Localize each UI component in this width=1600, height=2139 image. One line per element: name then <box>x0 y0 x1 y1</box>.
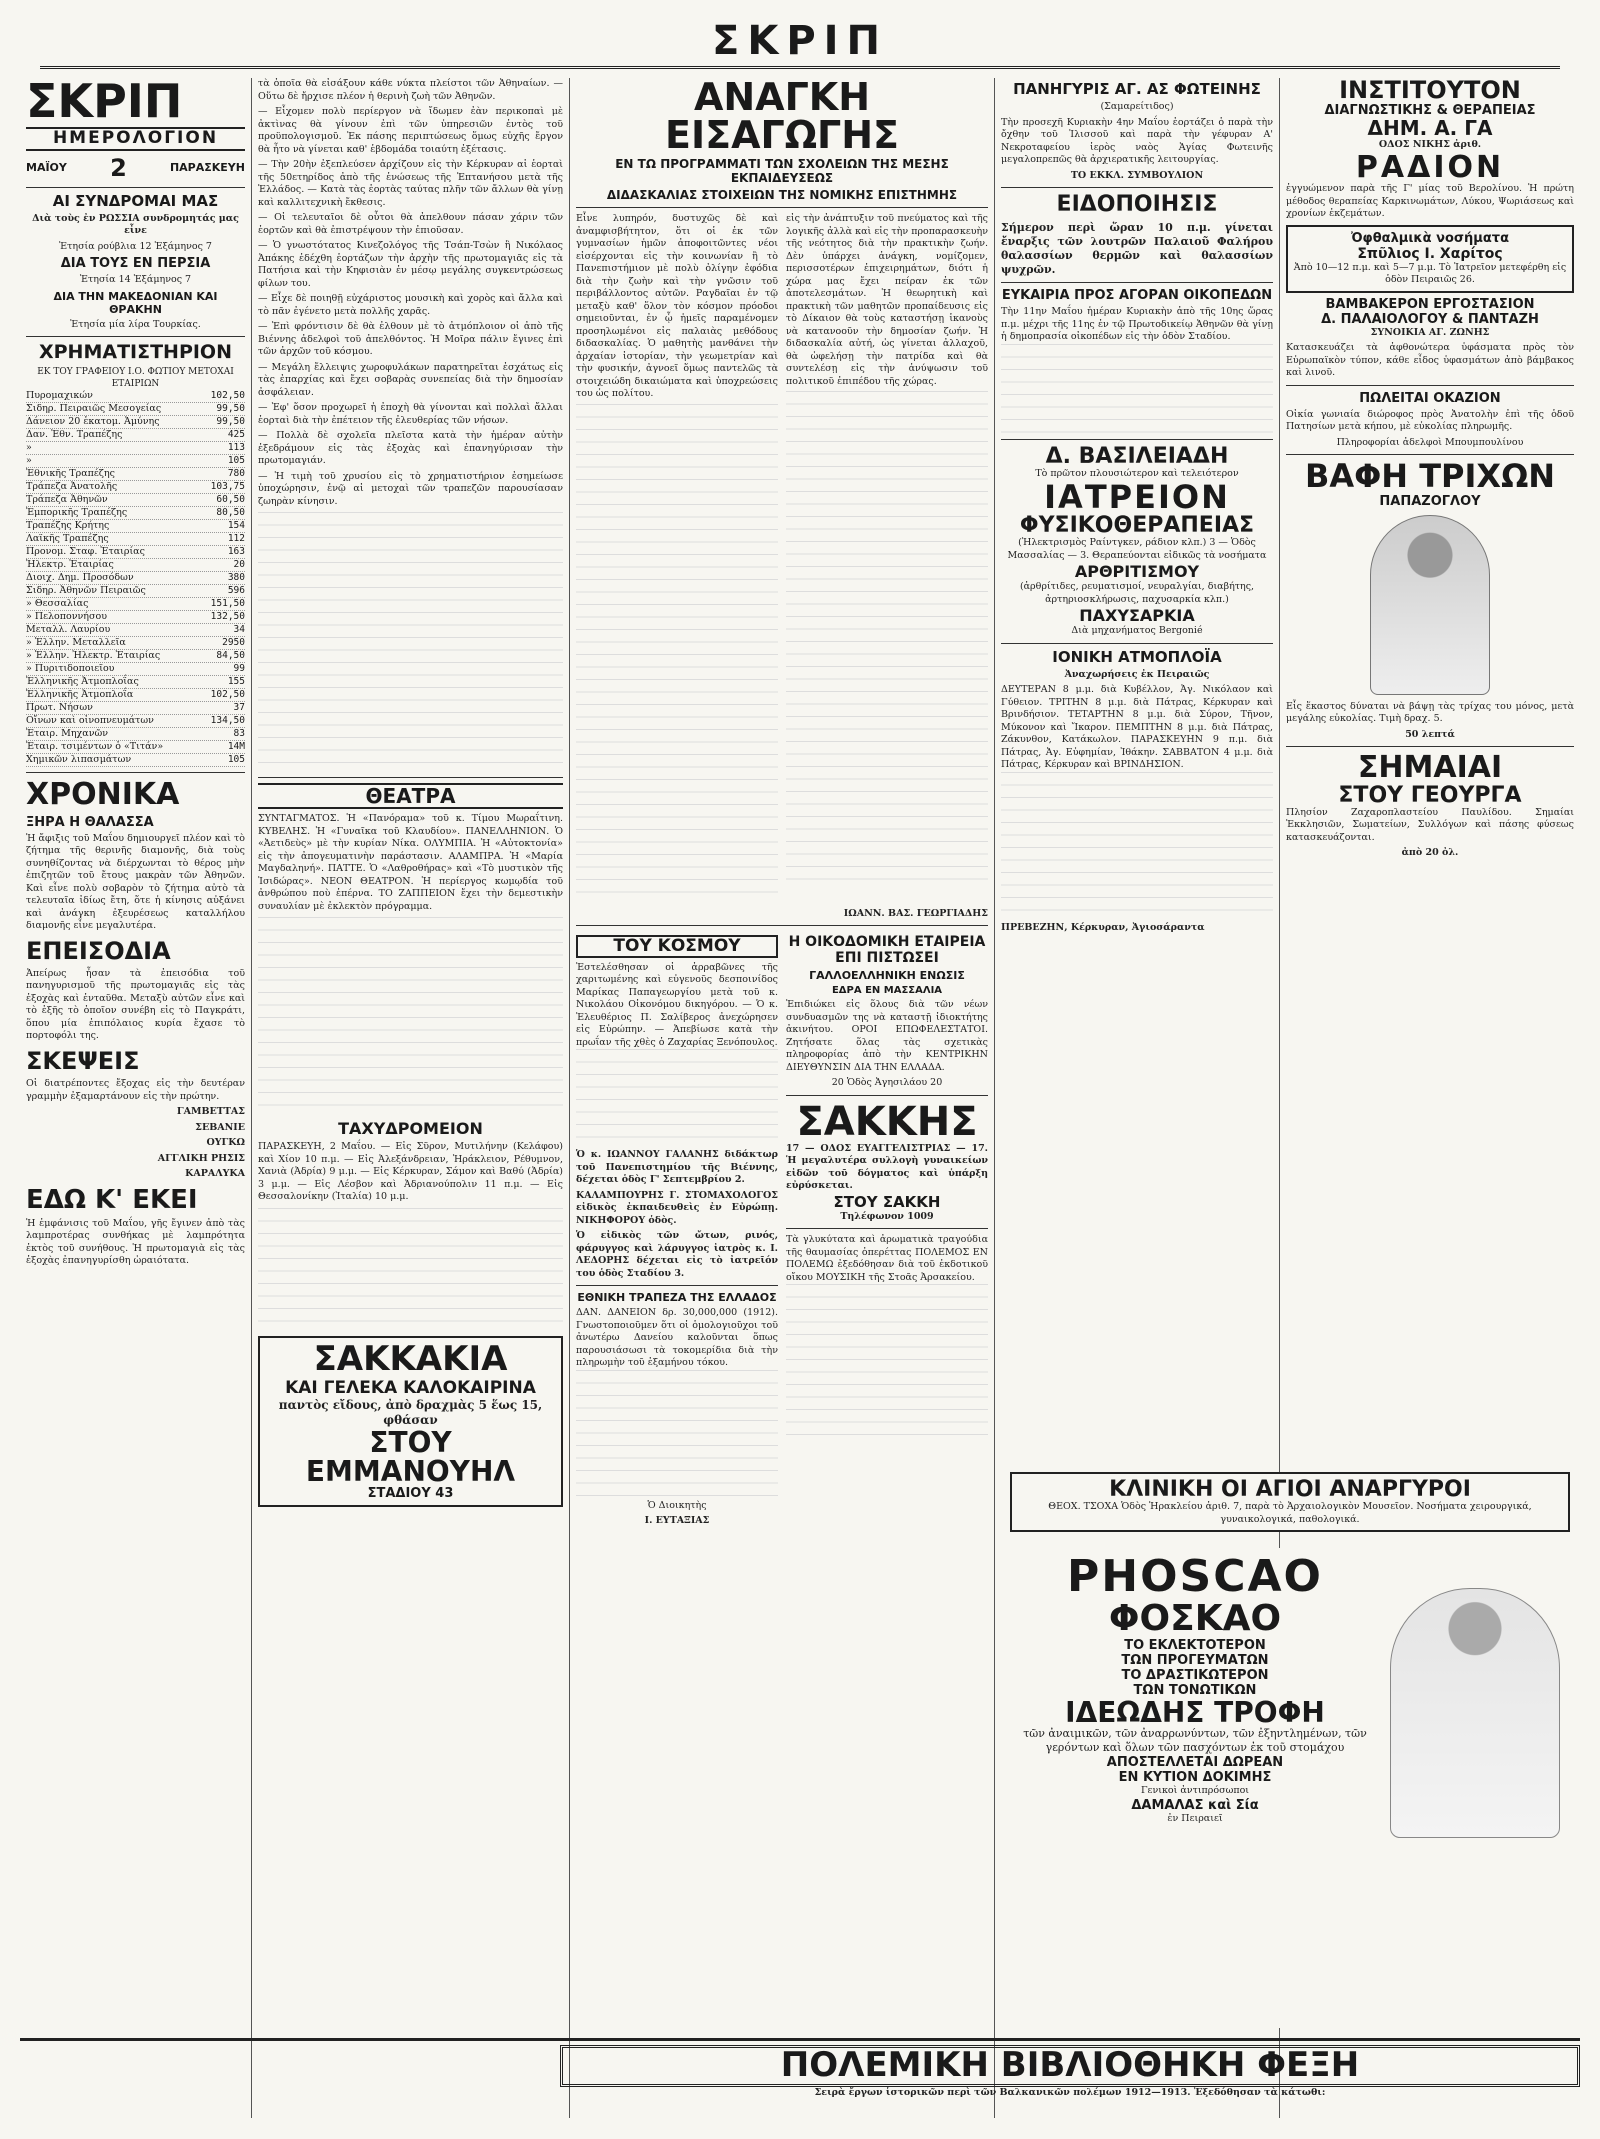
eukairia-title: ΕΥΚΑΙΡΙΑ ΠΡΟΣ ΑΓΟΡΑΝ ΟΙΚΟΠΕΔΩΝ <box>1001 288 1273 304</box>
text-filler <box>1001 344 1273 434</box>
ionic-sub: Ἀναχωρήσεις ἐκ Πειραιῶς <box>1064 668 1210 680</box>
exchange-row-value: 134,50 <box>210 715 245 727</box>
maid-with-tray-illustration <box>1390 1588 1560 1838</box>
text-filler <box>1001 772 1273 922</box>
text-filler <box>258 1208 563 1328</box>
ionic-prevezi: ΠΡΕΒΕΖΗΝ, Κέρκυραν, Ἀγιοσάραντα <box>1001 921 1205 933</box>
newspaper-page <box>20 78 1580 2118</box>
workshop-addr: ΣΥΝΟΙΚΙΑ ΑΓ. ΖΩΝΗΣ <box>1370 326 1490 338</box>
exchange-row-value: 132,50 <box>210 611 245 623</box>
oikodomiki-text: Ἐπιδιώκει εἰς ὅλους διὰ τῶν νέων συνδυασμῶν της νὰ καταστῇ ἰδιοκτήτης ἀκινήτου. ΟΡΟΙ ΕΠΩΦΕΛΕΣΤΑΤΟΙ. Ζητήσατε ὅλας τὰς σχετικὰς πληροφορίας ἀπὸ τὴν ΚΕΝΤΡΙΚΗΝ ΔΙΕΥΘΥΝΣΙΝ ΔΙΑ ΤΗΝ ΕΛΛΑΔΑ. <box>786 999 988 1073</box>
dye-title: ΒΑΦΗ ΤΡΙΧΩΝ <box>1304 457 1556 496</box>
exchange-row-name: » Θεσσαλίας <box>26 598 89 610</box>
masthead-rule <box>40 66 1560 69</box>
bank-sign: Ι. ΕΥΤΑΞΙΑΣ <box>644 1515 710 1527</box>
exchange-row-value: 83 <box>233 728 245 740</box>
theatra-text: ΣΥΝΤΑΓΜΑΤΟΣ. Ἡ «Πανόραμα» τοῦ κ. Τίμου Μωραΐτινη. ΚΥΒΕΛΗΣ. Ἡ «Γυναῖκα τοῦ Κλαυδίου». ΠΑΝΕΛΛΗΝΙΟΝ. Ὁ «Ἀετιδεὺς» μὲ τὴν κυρίαν Νίκα. ΟΛΥΜΠΙΑ. Ἡ «Αὐτοκτονία» εἰς τὴν ἀπογευματινὴν παράστασιν. ΑΛΑΜΠΡΑ. Ἡ «Μαρία Μαγδαληνή». ΠΑΤΤΕ. Ὁ «Λαθροθήρας» καὶ «Τὸ μυστικὸν τῆς Ἰσιδώρας». ΝΕΟΝ ΘΕΑΤΡΟΝ. Ἡ περίεργος κωμῳδία τοῦ ἀνθρώπου ποὺ ἐπέρνα. ΤΟ ΖΑΠΠΕΙΟΝ ἔχει τὴν δεμεστικὴν συναυλίαν μὲ ἐκλεκτὸν πρόγραμμα. <box>258 813 563 912</box>
ionic-title: ΙΟΝΙΚΗ ΑΤΜΟΠΛΟΪΑ <box>1052 647 1222 666</box>
lower-right <box>786 931 988 1528</box>
skepseis-author: ΓΑΜΒΕΤΤΑΣ <box>176 1106 245 1118</box>
news-paragraph: — Εἶχε δὲ ποιηθῇ εὐχάριστος μουσικὴ καὶ χορὸς καὶ ἄλλα καὶ τὸ πᾶν ἐγένετο μετὰ πολλῆς χαρᾶς. <box>258 293 563 317</box>
exchange-row-value: 20 <box>233 559 245 571</box>
exchange-row-name: Ἠλεκτρ. Ἐταιρίας <box>26 559 114 571</box>
chronika-text: Ἡ ἄφιξις τοῦ Μαΐου δημιουργεῖ πλέον καὶ τὸ ζήτημα τῆς θερινῆς διαμονῆς, διὰ τοὺς συνηθίζοντας νὰ διέρχωνται τὸ θέρος μὴν ἐπιζητῶν τοῦ ἔτους μακρὰν τῶν Ἀθηνῶν. Καὶ εἶνε πολὺ σοβαρὸν τὸ ζήτημα αὐτὸ τὰ τελευταῖα ἰδίως ἔτη, ὅτε ἡ κίνησις αὐξάνει καὶ ἀνάγκη ἐξευρέσεως καταλλήλου διαμονῆς εἶνε μεγαλυτέρα. <box>26 832 245 932</box>
eye-title: Ὀφθαλμικὰ νοσήματα <box>1350 230 1510 246</box>
fysiko-title: ΦΥΣΙΚΟΘΕΡΑΠΕΙΑΣ <box>1019 513 1255 539</box>
exchange-row-value: 37 <box>233 702 245 714</box>
workshop-owner: Δ. ΠΑΛΑΙΟΛΟΓΟΥ & ΠΑΝΤΑΖΗ <box>1321 311 1539 327</box>
exchange-row-value: 99,50 <box>216 403 245 415</box>
divider <box>786 1228 988 1229</box>
exchange-row-value: 780 <box>227 468 245 480</box>
subs-title: ΑΙ ΣΥΝΔΡΟΜΑΙ ΜΑΣ <box>52 191 219 210</box>
phoscao-line: ΙΔΕΩΔΗΣ ΤΡΟΦΗ <box>1065 1695 1325 1729</box>
column-2 <box>252 78 570 2118</box>
phoscao-line: ΤΩΝ ΠΡΟΓΕΥΜΑΤΩΝ <box>1121 1652 1269 1668</box>
news-paragraph: — Τὴν 20ὴν ἐξεπλεύσεν ἀρχίζουν εἰς τὴν Κέρκυραν αἱ ἑορταὶ τῆς 50ετηρίδος ἀπὸ τῆς ἑνώσεως τῆς Ἑπτανήσου μετὰ τῆς Ἑλλάδος. — Κατὰ τὰς ἑορτὰς ταύτας πλῆν τῶν ἄλλων θὰ γίνῃ καὶ καλλιτεχνικὴ ἔκθεσις. <box>258 159 563 208</box>
exchange-row-name: Οἴνων καὶ οἰνοπνευμάτων <box>26 715 154 727</box>
phoscao-line: ΤΟ ΔΡΑΣΤΙΚΩΤΕΡΟΝ <box>1121 1667 1269 1683</box>
eidopoiisis-text: Σήμερον περὶ ὥραν 10 π.μ. γίνεται ἔναρξις τῶν λουτρῶν Παλαιοῦ Φαλήρου θαλασσίων θερμῶν καὶ θαλασσίων ψυχρῶν. <box>1001 221 1273 277</box>
exchange-row <box>26 637 245 650</box>
exchange-row-value: 84,50 <box>216 650 245 662</box>
arthritismos-title: ΑΡΘΡΙΤΙΣΜΟΥ <box>1074 562 1200 582</box>
divider <box>786 1095 988 1096</box>
exchange-row-value: 103,75 <box>210 481 245 493</box>
panigyris-sub: (Σαμαρείτιδος) <box>1100 101 1174 113</box>
divider <box>576 925 988 926</box>
exchange-row-name: Ἑλληνικῆς Ἀτμοπλοΐα <box>26 689 134 701</box>
subs-russia-price: Ἐτησία ρούβλια 12 Ἑξάμηνος 7 <box>59 240 212 252</box>
eukairia-text: Τὴν 11ην Μαΐου ἡμέραν Κυριακὴν ἀπὸ τῆς 10ης ὥρας π.μ. μέχρι τῆς 11ης ἐν τῷ Πρωτοδικείῳ Ἀθηνῶν θὰ γίνῃ ἡ δημοπρασία οἰκοπέδων εἰς τὴν ὁδὸν Σταδίου. <box>1001 306 1273 343</box>
clinic-text: ΘΕΟΧ. ΤΣΟΧΑ Ὁδὸς Ἡρακλείου ἀριθ. 7, παρὰ τὸ Ἀρχαιολογικὸν Μουσεῖον. Νοσήματα χειρουργικά, γυναικολογικά, παθολογικά. <box>1048 1501 1532 1525</box>
exchange-row <box>26 702 245 715</box>
news-paragraph: — Ἐπὶ φρόντισιν δὲ θὰ ἐλθουν μὲ τὸ ἀτμόπλοιον οἱ ἀπὸ τῆς Βιέννης ἀδελφοὶ τοῦ ἀπελθόντος. Ἡ Μοῖρα πάλιν ἔγινες ἐπὶ τῶν ἀρχῶν τοῦ κόσμου. <box>258 321 563 357</box>
exchange-row-name: Ἐθνικῆς Τραπέζης <box>26 468 115 480</box>
episodia-text: Ἀπείρως ἦσαν τὰ ἐπεισόδια τοῦ πανηγυρισμοῦ τῆς πρωτομαγιᾶς εἰς τὰς ἐξοχὰς καὶ ἐνταῦθα. Μεταξὺ αὐτῶν εἶνε καὶ τὸ ἑξῆς τὸ ὁποῖον συνέβη εἰς τὸ Παγκράτι, ὅπου μία ἐπιπόλαιος κυρία ἔχασε τὸ πορτοφόλι της. <box>26 967 245 1042</box>
main-headline: ΑΝΑΓΚΗ ΕΙΣΑΓΩΓΗΣ <box>665 78 899 157</box>
skepseis-author: ΟΥΓΚΩ <box>206 1137 245 1149</box>
exchange-row-value: 154 <box>227 520 245 532</box>
exchange-row-value: 2950 <box>222 637 245 649</box>
main-subhead: ΕΝ ΤΩ ΠΡΟΓΡΑΜΜΑΤΙ ΤΩΝ ΣΧΟΛΕΙΩΝ ΤΗΣ ΜΕΣΗΣ ΕΚΠΑΙΔΕΥΣΕΩΣ <box>615 157 949 185</box>
exchange-row-name: » Πελοποννήσου <box>26 611 107 623</box>
exchange-row-name: » Ἑλλην. Ἠλεκτρ. Ἐταιρίας <box>26 650 161 662</box>
exchange-row-value: 60,50 <box>216 494 245 506</box>
flags-price: ἀπὸ 20 ὀλ. <box>1401 847 1459 859</box>
text-filler <box>576 404 778 904</box>
phoscao-brand-gr: ΦΟΣΚΑΟ <box>1108 1598 1282 1640</box>
sakkis-title: ΣΑΚΚΗΣ <box>796 1098 978 1145</box>
flags-text: Πλησίον Ζαχαροπλαστείου Παυλίδου. Σημαίαι Ἐκκλησιῶν, Σωματείων, Συλλόγων καὶ πάσης φύσεως κατασκευάζονται. <box>1286 806 1574 843</box>
column-3 <box>570 78 995 2118</box>
post-title: ΤΑΧΥΔΡΟΜΕΙΟΝ <box>338 1119 483 1138</box>
institute-title: ΙΝΣΤΙΤΟΥΤΟΝ <box>1339 78 1521 104</box>
article-text: εἰς τὴν ἀνάπτυξιν τοῦ πνεύματος καὶ τῆς λογικῆς ἀλλὰ καὶ εἰς τὴν προπαρασκευὴν τῆς νεότητος διὰ τὴν πρακτικὴν ζωήν. Δὲν ὑπάρχει ἀνάγκη, νομίζομεν, περισσοτέρων ἐπιχειρημάτων, διότι ἡ χώρα μας ἔχει πείραν ἐκ τῶν ἀποτελεσμάτων. Ἡ θεωρητικὴ καὶ πρακτικὴ τῶν μαθητῶν προπαίδευσις εἰς τὸ Δίκαιον θὰ τοὺς καταστήσῃ ἱκανοὺς νὰ κατανοοῦν τὴν δημοσίαν ζωήν. Ἡ διδασκαλία αὐτή, ὡς γίνεται ἀλλαχοῦ, θὰ ὠφελήσῃ τὴν πατρίδα καὶ θὰ συντελέσῃ εἰς τὴν ἀνύψωσιν τοῦ πολιτικοῦ ἐπιπέδου τῆς χώρας. <box>786 213 988 387</box>
radio-text: ἐγγυώμενον παρὰ τῆς Γ' μίας τοῦ Βερολίνου. Ἡ πρώτη μέθοδος θεραπείας Καρκινωμάτων, Λύκου, Ψωριάσεως καὶ χρονίων ἐκζεμάτων. <box>1286 183 1574 220</box>
date-weekday: ΠΑΡΑΣΚΕΥΗ <box>169 161 245 175</box>
skepseis-author: ΣΕΒΑΝΙΕ <box>195 1121 245 1133</box>
exchange-row <box>26 429 245 442</box>
exchange-row <box>26 507 245 520</box>
main-subhead: ΔΙΔΑΣΚΑΛΙΑΣ ΣΤΟΙΧΕΙΩΝ ΤΗΣ ΝΟΜΙΚΗΣ ΕΠΙΣΤΗΜΗΣ <box>606 188 958 202</box>
exchange-row-value: 380 <box>227 572 245 584</box>
exchange-title: ΧΡΗΜΑΤΙΣΤΗΡΙΟΝ <box>38 341 232 364</box>
exchange-row <box>26 715 245 728</box>
exchange-row <box>26 468 245 481</box>
lower-section <box>576 931 988 1528</box>
edo-title: ΕΔΩ Κ' ΕΚΕΙ <box>26 1184 198 1215</box>
exchange-row <box>26 455 245 468</box>
exchange-row <box>26 416 245 429</box>
divider <box>26 336 245 337</box>
exchange-row-name: Ἐταιρ. τσιμέντων ὁ «Τιτάν» <box>26 741 164 753</box>
news-paragraph: — Ὁ γνωστότατος Κινεζολόγος τῆς Τσάπ-Τσὼν ἢ Νικόλαος Ἀπάκης ἐδέχθη ἑορτάζων τὴν ἀρχὴν τῆς πρωτομαγιᾶς εἰς τὰ Πατήσια καὶ τὴν Κηφισιὰν ἐν μέσῳ μεγάλης συγκεντρώσεως φίλων του. <box>258 240 563 289</box>
oikodomiki-title: Η ΟΙΚΟΔΟΜΙΚΗ ΕΤΑΙΡΕΙΑ ΕΠΙ ΠΙΣΤΩΣΕΙ <box>788 934 986 967</box>
doctor-ad: Ὁ κ. ΙΩΑΝΝΟΥ ΓΑΛΑΝΗΣ διδάκτωρ τοῦ Πανεπιστημίου τῆς Βιέννης, δέχεται ὁδὸς Γ' Σεπτεμβρίου 2. <box>576 1149 778 1186</box>
vasileiadis-sub: Τὸ πρῶτον πλουσιώτερον καὶ τελειότερον <box>1035 468 1239 480</box>
text-filler <box>576 1370 778 1500</box>
exchange-row-value: 113 <box>227 442 245 454</box>
exchange-row-name: Τράπεζα Ἀνατολῆς <box>26 481 118 493</box>
phoscao-brand: PHOSCAO <box>1067 1551 1323 1602</box>
exchange-row-name: Σιδηρ. Ἀθηνῶν Πειραιῶς <box>26 585 146 597</box>
exchange-row <box>26 585 245 598</box>
exchange-row <box>26 624 245 637</box>
sale-title: ΠΩΛΕΙΤΑΙ ΟΚΑΖΙΟΝ <box>1359 390 1501 406</box>
text-filler <box>258 512 563 772</box>
subs-macedonia: ΔΙΑ ΤΗΝ ΜΑΚΕΔΟΝΙΑΝ ΚΑΙ ΘΡΑΚΗΝ <box>53 289 218 316</box>
text-filler <box>576 1049 778 1149</box>
episodia-title: ΕΠΕΙΣΟΔΙΑ <box>26 936 171 965</box>
exchange-row-value: 151,50 <box>210 598 245 610</box>
masthead <box>0 0 1600 78</box>
sakkakia-addr: ΣΤΑΔΙΟΥ 43 <box>367 1486 454 1502</box>
exchange-row-name: Πυρομαχικών <box>26 390 93 402</box>
exchange-row <box>26 676 245 689</box>
exchange-row-value: 112 <box>227 533 245 545</box>
exchange-row <box>26 403 245 416</box>
phoscao-line: ΤΟ ΕΚΛΕΚΤΟΤΕΡΟΝ <box>1124 1637 1266 1653</box>
exchange-row <box>26 442 245 455</box>
exchange-row-name: Ἐλληνικῆς Ἀτμοπλοΐας <box>26 676 139 688</box>
exchange-row-name: Σιδηρ. Πειραιῶς Μεσογείας <box>26 403 162 415</box>
exchange-row-name: Χημικῶν λιπασμάτων <box>26 754 132 766</box>
news-paragraph: — Ἐφ' ὅσον προχωρεῖ ἡ ἐποχὴ θὰ γίνονται καὶ πολλαὶ ἄλλαι ἑορταὶ διὰ τὴν ἐπέτειον τῆς ἐλευθερίας τῶν νήσων. <box>258 402 563 426</box>
article-column-right <box>786 213 988 904</box>
arthritismos-text: (ἀρθρίτιδες, ρευματισμοί, νευραλγίαι, διαβήτης, ἀρτηριοσκλήρωσις, παχυσαρκία κλπ.) <box>1019 581 1255 605</box>
date-day: 2 <box>110 153 127 182</box>
exchange-row-value: 99,50 <box>216 416 245 428</box>
text-filler <box>258 917 563 1117</box>
lower-left <box>576 931 778 1528</box>
skepseis-title: ΣΚΕΨΕΙΣ <box>26 1046 140 1075</box>
institute-owner: ΔΗΜ. Α. ΓΑ <box>1367 116 1493 141</box>
vasileiadis-title: Δ. ΒΑΣΙΛΕΙΑΔΗ <box>1045 443 1229 469</box>
sakkis-text: 17 — ΟΔΟΣ ΕΥΑΓΓΕΛΙΣΤΡΙΑΣ — 17. Ἡ μεγαλυτέρα συλλογὴ γυναικείων εἰδῶν τοῦ δόγματος καὶ ὑπάρξη εὐρύσκεται. <box>786 1142 988 1192</box>
subs-macedonia-price: Ἐτησία μία λίρα Τουρκίας. <box>70 318 201 330</box>
eye-name: Σπῦλιος Ι. Χαρίτος <box>1357 245 1503 262</box>
exchange-row-name: » <box>26 455 32 467</box>
exchange-row-value: 105 <box>227 455 245 467</box>
skepseis-author: ΑΓΓΛΙΚΗ ΡΗΣΙΣ <box>157 1152 245 1164</box>
divider <box>576 1285 778 1286</box>
news-paragraph: τὰ ὁποῖα θὰ εἰσάξουν κάθε νύκτα πλείστοι τῶν Ἀθηναίων. — Οὕτω δὲ ἤρχισε πλέον ἡ θερινὴ ζωὴ τῶν Ἀθηνῶν. <box>258 78 563 102</box>
exchange-row <box>26 559 245 572</box>
bank-sign: Ὁ Διοικητὴς <box>647 1499 707 1511</box>
sakkakia-ad <box>258 1336 563 1507</box>
oikodomiki-sub: ΓΑΛΛΟΕΛΛΗΝΙΚΗ ΕΝΩΣΙΣ <box>809 969 965 983</box>
exchange-row-name: Ἐταιρ. Μηχανῶν <box>26 728 109 740</box>
dye-text: Εἶς ἕκαστος δύναται νὰ βάψῃ τὰς τρίχας του μόνος, μετὰ μεγάλης εὐκολίας. Τιμὴ δραχ. 5. <box>1286 700 1574 725</box>
library-sub: Σειρὰ ἔργων ἱστορικῶν περὶ τῶν Βαλκανικῶν πολέμων 1912—1913. Ἐξεδόθησαν τὰ κάτωθι: <box>814 2086 1326 2098</box>
dye-sub: ΠΑΠΑΖΟΓΛΟΥ <box>1379 493 1481 509</box>
exchange-row-value: 425 <box>227 429 245 441</box>
exchange-row-name: Προνομ. Σταφ. Ἐταιρίας <box>26 546 145 558</box>
pachysarkia-title: ΠΑΧΥΣΑΡΚΙΑ <box>1079 606 1195 626</box>
clinic-banner <box>1010 1472 1570 1532</box>
text-filler <box>786 1284 988 1444</box>
exchange-row-value: 155 <box>227 676 245 688</box>
pachysarkia-text: Διὰ μηχανήματος Bergonié <box>1071 625 1203 637</box>
skepseis-text: Οἱ διατρέποντες ἔξοχας εἰς τὴν δευτέραν γραμμὴν ἐξαμαρτάνουν εἰς τὴν πρώτην. <box>26 1078 245 1102</box>
divider <box>258 777 563 778</box>
exchange-row-value: 163 <box>227 546 245 558</box>
column-1 <box>20 78 252 2118</box>
subs-persia: ΔΙΑ ΤΟΥΣ ΕΝ ΠΕΡΣΙΑ <box>60 256 211 272</box>
divider <box>1286 385 1574 386</box>
exchange-row <box>26 390 245 403</box>
exchange-row-name: Τράπεζα Ἀθηνῶν <box>26 494 108 506</box>
news-paragraph: — Μεγάλη ἔλλειψις χωροφυλάκων παρατηρεῖται ἐσχάτως εἰς τὰς ἐπαρχίας καὶ ἔχει σοβαρὰς συνεπείας διὰ τὴν δημοσίαν ἀσφάλειαν. <box>258 361 563 398</box>
exchange-row-name: » Ἑλλην. Μεταλλεῖα <box>26 637 126 649</box>
exchange-row-name: Τραπέζης Κρήτης <box>26 520 110 532</box>
sakkis-store: ΣΤΟΥ ΣΑΚΚΗ <box>833 1192 941 1211</box>
panigyris-sign: ΤΟ ΕΚΚΛ. ΣΥΜΒΟΥΛΙΟΝ <box>1070 169 1204 181</box>
ionic-text: ΔΕΥΤΕΡΑΝ 8 μ.μ. διὰ Κυβέλλον, Ἀγ. Νικόλαον καὶ Γύθειον. ΤΡΙΤΗΝ 8 μ.μ. διὰ Πάτρας, Κέρκυραν καὶ Βρινδήσιον. ΤΕΤΑΡΤΗΝ 8 μ.μ. διὰ Σύρον, Τῆνον, Μύκονον καὶ Ἴκαρον. ΠΕΜΠΤΗΝ 8 μ.μ. διὰ Πάτρας, Ζάκυνθον, Κατάκωλον. ΠΑΡΑΣΚΕΥΗΝ 9 π.μ. διὰ Πάτρας, Ἀγ. Εὐφημίαν, Ἰθάκην. ΣΑΒΒΑΤΟΝ 4 μ.μ. διὰ Πάτρας, Κέρκυραν καὶ ΒΡΙΝΔΗΣΙΟΝ. <box>1001 684 1273 771</box>
iatreion-title: ΙΑΤΡΕΙΟΝ <box>1044 477 1230 516</box>
exchange-row-name: Δαν. Ἐθν. Τραπέζης <box>26 429 123 441</box>
exchange-row <box>26 546 245 559</box>
theatra-title: ΘΕΑΤΡΑ <box>258 783 563 809</box>
panigyris-title: ΠΑΝΗΓΥΡΙΣ ΑΓ. ΑΣ ΦΩΤΕΙΝΗΣ <box>1013 80 1261 98</box>
sakkakia-sub: ΚΑΙ ΓΕΛΕΚΑ ΚΑΛΟΚΑΙΡΙΝΑ <box>285 1377 536 1398</box>
workshop-title: ΒΑΜΒΑΚΕΡΟΝ ΕΡΓΟΣΤΑΣΙΟΝ <box>1325 296 1535 312</box>
exchange-row-value: 80,50 <box>216 507 245 519</box>
exchange-row <box>26 520 245 533</box>
phoscao-line: ΤΩΝ ΤΟΝΩΤΙΚΩΝ <box>1133 1682 1257 1698</box>
man-with-fez-illustration <box>1370 515 1490 695</box>
kosmos-title: ΤΟΥ ΚΟΣΜΟΥ <box>576 935 778 958</box>
phoscao-line: ΕΝ ΚΥΤΙΟΝ ΔΟΚΙΜΗΣ <box>1118 1770 1272 1786</box>
doctor-ad: ΚΑΛΑΜΠΟΥΡΗΣ Γ. ΣΤΟΜΑΧΟΛΟΓΟΣ εἰδικὸς ἐκπαιδευθεὶς ἐν Εὐρώπῃ. ΝΙΚΗΦΟΡΟΥ ὁδὸς. <box>576 1189 778 1226</box>
article-text: Εἶνε λυπηρόν, δυστυχῶς δὲ καὶ ἀναμφισβήτητον, ὅτι οἱ ἐκ τῶν γυμνασίων ἡμῶν ἀποφοιτῶντες νέοι εἰσέρχονται εἰς τὴν κοινωνίαν ἢ τὸ Πανεπιστήμιον μὲ πολὺ ὀλίγην ἐφόδια διὰ τὴν ζωὴν καὶ τὴν γνῶσιν τοῦ περιβάλλοντος αὐτῶν. Ραγδαῖαι ἐν τῷ μεταξὺ καθ' ὅλον τὸν κόσμον πρόοδοι σημειοῦνται, ἐν ᾧ ἡμεῖς παραμένομεν προσηλωμένοι εἰς παλαιὰς μεθόδους διδασκαλίας. Ὁ μαθητὴς μανθάνει τὴν ἀρχαίαν ἱστορίαν, τὴν γεωμετρίαν καὶ τὴν φυσικήν, ἀγνοεῖ ὅμως παντελῶς τὰ στοιχειώδη δικαιώματα καὶ ὑποχρεώσεις του ὡς πολίτου. <box>576 213 778 399</box>
exchange-row-value: 14Μ <box>227 741 245 753</box>
main-article <box>576 213 988 904</box>
post-text: ΠΑΡΑΣΚΕΥΗ, 2 Μαΐου. — Εἰς Σῦρον, Μυτιλήνην (Κελάφου) καὶ Χίον 10 π.μ. — Εἰς Ἀλεξάνδρειαν, Ἡράκλειον, Ρέθυμνον, Χανιὰ (Ἀδρία) 9 μ.μ. — Εἰς Κέρκυραν, Σάμον καὶ Βαθύ (Ἀδρία) 3 μ.μ. — Εἰς Λέσβον καὶ Ἀδριανούπολιν 11 π.μ. — Εἰς Θεσσαλονίκην (Ἰταλία) 10 μ.μ. <box>258 1141 563 1203</box>
divider <box>1001 439 1273 440</box>
kosmos-text: Ἐστελέσθησαν οἱ ἀρραβῶνες τῆς χαριτωμένης καὶ εὐγενοῦς δεσποινίδος Μαρίκας Παπαγεωργίου μετὰ τοῦ κ. Νικολάου Οἰκονόμου δικηγόρου. — Ὁ κ. Ἐλευθέριος Π. Σαλίβερος ἀνεχώρησεν εἰς Εὐρώπην. — Ἀπεβίωσε κατὰ τὴν πρωΐαν τῆς χθὲς ὁ Ζαχαρίας Ξενόπουλος. <box>576 961 778 1048</box>
doctor-ad: Ὁ εἰδικὸς τῶν ὤτων, ρινός, φάρυγγος καὶ λάρυγγος ἰατρὸς κ. Ι. ΛΕΔΟΡΗΣ δέχεται εἰς τὸ ἰατρεῖόν του ὁδὸς Σταδίου 3. <box>576 1230 778 1279</box>
divider <box>1286 454 1574 455</box>
sakkis-more: Τὰ γλυκύτατα καὶ ἀρωματικὰ τραγούδια τῆς θαυμασίας ὀπερέττας ΠΟΛΕΜΟΣ ΕΝ ΠΟΛΕΜΩ ἐξεδόθησαν διὰ τοῦ ἐκδοτικοῦ οἴκου ΜΟΥΣΙΚΗ τῆς Στοᾶς Ἀρσακείου. <box>786 1234 988 1283</box>
subs-russia: Διὰ τοὺς ἐν ΡΩΣΣΙΑ συνδρομητάς μας εἶνε <box>32 212 239 237</box>
divider <box>1001 282 1273 283</box>
divider <box>576 207 988 208</box>
exchange-row-name: Μεταλλ. Λαυρίου <box>26 624 111 636</box>
phoscao-line: ΑΠΟΣΤΕΛΛΕΤΑΙ ΔΩΡΕΑΝ <box>1106 1755 1284 1771</box>
sakkakia-title: ΣΑΚΚΑΚΙΑ <box>313 1338 508 1379</box>
exchange-row <box>26 494 245 507</box>
exchange-row <box>26 650 245 663</box>
exchange-row-value: 34 <box>233 624 245 636</box>
radio-title: ΡΑΔΙΟΝ <box>1355 149 1505 185</box>
sakkakia-price: παντὸς εἴδους, ἀπὸ δραχμὰς 5 ἕως 15, φθάσαν <box>278 1397 543 1427</box>
exchange-row-name: Δάνειον 20 ἑκατομ. Ἀμύνης <box>26 416 160 428</box>
article-column-left <box>576 213 778 904</box>
phoscao-line: Γενικοὶ ἀντιπρόσωποι <box>1140 1785 1250 1797</box>
divider <box>1286 746 1574 747</box>
bank-title: ΕΘΝΙΚΗ ΤΡΑΠΕΖΑ ΤΗΣ ΕΛΛΑΔΟΣ <box>577 1291 777 1305</box>
clinic-title: ΚΛΙΝΙΚΗ ΟΙ ΑΓΙΟΙ ΑΝΑΡΓΥΡΟΙ <box>1109 1477 1471 1502</box>
exchange-row-name: Πρωτ. Νήσων <box>26 702 93 714</box>
exchange-row <box>26 598 245 611</box>
bottom-strip <box>20 2038 1580 2118</box>
skepseis-author: ΚΑΡΑΛΥΚΑ <box>185 1168 245 1180</box>
exchange-table <box>26 390 245 767</box>
news-paragraph: — Οἱ τελευταῖοι δὲ οὗτοι θὰ ἀπελθουν πάσαν χάριν τῶν ἑορτῶν καὶ θὰ ἐπιστρέψουν τὴν ἐπιοῦσαν. <box>258 212 563 236</box>
phoscao-line: ἐν Πειραιεῖ <box>1167 1812 1223 1824</box>
exchange-row-name: Λαϊκῆς Τραπέζης <box>26 533 109 545</box>
calendar-label: ΗΜΕΡΟΛΟΓΙΟΝ <box>26 127 245 151</box>
library-title: ΠΟΛΕΜΙΚΗ ΒΙΒΛΙΟΘΗΚΗ ΦΕΞΗ <box>560 2045 1580 2087</box>
edo-text: Ἡ ἐμφάνισις τοῦ Μαΐου, γῆς ἔγινεν ἀπὸ τὰς λαμπροτέρας συνθήκας μὲ λαμπρότητα ἐκτὸς τοῦ συνήθους. Ἡ πρωτομαγιὰ εἰς τὰς ἐξοχὰς ἐπανηγυρίσθη ὡραιότατα. <box>26 1217 245 1267</box>
exchange-row <box>26 689 245 702</box>
dye-price: 50 λεπτά <box>1405 728 1455 740</box>
phoscao-line: ΔΑΜΑΛΑΣ καὶ Σία <box>1131 1797 1259 1813</box>
exchange-row <box>26 728 245 741</box>
exchange-row <box>26 572 245 585</box>
exchange-row-value: 596 <box>227 585 245 597</box>
phoscao-ad <box>1010 1548 1570 2028</box>
exchange-row-name: Ἐμπορικῆς Τραπέζης <box>26 507 128 519</box>
oikodomiki-addr: 20 Ὁδὸς Ἀγησιλάου 20 <box>831 1077 943 1089</box>
exchange-row <box>26 663 245 676</box>
subs-persia-price: Ἐτησία 14 Ἑξάμηνος 7 <box>79 274 192 286</box>
eidopoiisis-title: ΕΙΔΟΠΟΙΗΣΙΣ <box>1056 192 1218 218</box>
workshop-text: Κατασκευάζει τὰ ἀφθονώτερα ὑφάσματα πρὸς τὸν Εὐρωπαϊκὸν τύπον, κάθε εἶδος ὑφασμάτων ἀπὸ βάμβακος καὶ λινοῦ. <box>1286 342 1574 379</box>
bank-text: ΔΑΝ. ΔΑΝΕΙΟΝ δρ. 30,000,000 (1912). Γνωστοποιοῦμεν ὅτι οἱ ὁμολογιοῦχοι τοῦ ἀνωτέρω Δανείου καλοῦνται ὅπως παρουσιάσωσι τὰ τοκομερίδια διὰ τὴν πληρωμὴν τοῦ ἑξαμήνου τόκου. <box>576 1307 778 1369</box>
eye-ad <box>1286 225 1574 293</box>
flags-title: ΣΗΜΑΙΑΙ <box>1357 750 1503 786</box>
sale-text: Οἰκία γωνιαία διώροφος πρὸς Ἀνατολὴν ἐπὶ τῆς ὁδοῦ Πατησίων μετὰ κήπου, μὲ εὐκολίας πληρωμῆς. <box>1286 408 1574 433</box>
exchange-row <box>26 481 245 494</box>
phoscao-text-block <box>1010 1548 1380 2028</box>
library-ad <box>560 2045 1580 2099</box>
phoscao-illustration-block <box>1380 1548 1570 2028</box>
oikodomiki-seat: ΕΔΡΑ ΕΝ ΜΑΣΣΑΛΙΑ <box>831 985 943 997</box>
news-paragraph: — Εἶχομεν πολὺ περίεργον νὰ ἴδωμεν ἐὰν περικοπαὶ μὲ ἀκτὶνας θὰ γίνουν ἐπὶ τῶν ὑπηρεσιῶν ἐντὸς τοῦ προϋπολογισμοῦ. Ἐκ πάσης περιπτώσεως ὅμως εὐχῆς ἔργον θὰ ἦτο νὰ γίνεται καθ' ἑβδομάδα τοιαύτη ἐξέτασις. <box>258 106 563 155</box>
sakkakia-store: ΣΤΟΥ ΕΜΜΑΝΟΥΗΛ <box>305 1425 516 1488</box>
exchange-row <box>26 533 245 546</box>
paper-name: ΣΚΡΙΠ <box>26 78 183 128</box>
masthead-title: ΣΚΡΙΠ <box>712 18 888 64</box>
exchange-row-value: 105 <box>227 754 245 766</box>
date-line <box>26 154 245 182</box>
text-filler <box>786 391 988 891</box>
article-signature: ΙΩΑΝΝ. ΒΑΣ. ΓΕΩΡΓΙΑΔΗΣ <box>843 907 988 919</box>
exchange-row-value: 99 <box>233 663 245 675</box>
exchange-row <box>26 754 245 767</box>
exchange-row-value: 102,50 <box>210 390 245 402</box>
date-month: ΜΑΪΟΥ <box>26 161 67 175</box>
panigyris-text: Τὴν προσεχῆ Κυριακὴν 4ην Μαΐου ἑορτάζει ὁ παρὰ τὴν ὄχθην τοῦ Ἰλισσοῦ καὶ παρὰ τὴν γέφυραν Α' Νεκροταφείου ἱερὸς ναὸς Ἁγίας Φωτεινῆς μεγαλοπρεπῶς θὰ ἀρχιερατικῆς λειτουργίας. <box>1001 116 1273 166</box>
news-paragraph: — Ἡ τιμὴ τοῦ χρυσίου εἰς τὸ χρηματιστήριον ἐσημείωσε ὑποχώρησιν, ἐνῷ αἱ μετοχαὶ τῶν τραπεζῶν παρουσίασαν ζωηρὰν κίνησιν. <box>258 470 563 507</box>
divider <box>1001 187 1273 188</box>
chronika-title: ΧΡΟΝΙΚΑ <box>26 777 180 813</box>
divider <box>26 187 245 188</box>
exchange-row-name: Διοιχ. Δημ. Προσόδων <box>26 572 134 584</box>
flags-sub: ΣΤΟΥ ΓΕΟΥΡΓΑ <box>1338 782 1522 808</box>
eye-text: Ἀπὸ 10—12 π.μ. καὶ 5—7 μ.μ. Τὸ Ἰατρεῖον μετεφέρθη εἰς ὁδὸν Πειραιῶς 26. <box>1293 261 1567 286</box>
exchange-row <box>26 741 245 754</box>
exchange-sub: ΕΚ ΤΟΥ ΓΡΑΦΕΙΟΥ Ι.Ο. ΦΩΤΙΟΥ ΜΕΤΟΧΑΙ ΕΤΑΙΡΙΩΝ <box>37 367 234 389</box>
institute-addr: ΟΔΟΣ ΝΙΚΗΣ ἀριθ. <box>1378 139 1482 151</box>
fysiko-text: (Ἠλεκτρισμὸς Ραίντγκεν, ράδιον κλπ.) 3 — Ὁδὸς Μασσαλίας — 3. Θεραπεύονται εἰδικῶς τὰ νοσήματα <box>1007 537 1267 561</box>
divider <box>1001 643 1273 644</box>
exchange-row <box>26 611 245 624</box>
sakkis-phone: Τηλέφωνον 1009 <box>840 1210 934 1222</box>
exchange-row-name: » <box>26 442 32 454</box>
news-paragraph: — Πολλὰ δὲ σχολεῖα πλεῖστα κατὰ τὴν ἡμέραν αὐτὴν ἐξεδράμουν εἰς τὰς ἐξοχὰς καὶ ἐπανηγύρισαν τὴν πρωτομαγιάν. <box>258 430 563 466</box>
phoscao-line: τῶν ἀναιμικῶν, τῶν ἀναρρωνύντων, τῶν ἐξηντλημένων, τῶν γερόντων καὶ ὅλων τῶν πασχόντων ἐκ τοῦ στομάχου <box>1023 1727 1367 1755</box>
exchange-row-name: » Πυριτιδοποιεῖου <box>26 663 115 675</box>
divider <box>26 772 245 773</box>
chronika-head: ΞΗΡΑ Η ΘΑΛΑΣΣΑ <box>26 814 154 830</box>
sale-sign: Πληροφορίαι ἀδελφοὶ Μπουμπουλίνου <box>1336 436 1524 448</box>
institute-sub: ΔΙΑΓΝΩΣΤΙΚΗΣ & ΘΕΡΑΠΕΙΑΣ <box>1324 103 1536 119</box>
exchange-row-value: 102,50 <box>210 689 245 701</box>
